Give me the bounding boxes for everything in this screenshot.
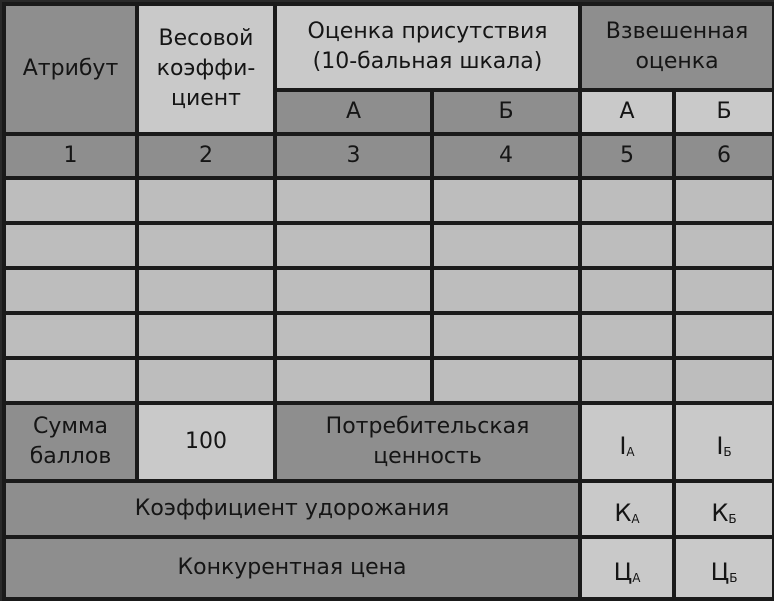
consumer-value-b — [674, 403, 774, 481]
empty-cell — [674, 313, 774, 358]
markup-row — [4, 481, 774, 537]
markup-label: Коэффициент удорожания — [4, 481, 580, 537]
header-weight — [137, 4, 275, 134]
symbol-c-b: Ц — [710, 558, 730, 586]
header-presence-line1: Оценка присутствия — [307, 19, 548, 44]
price-b — [674, 537, 774, 599]
symbol-i-a: I — [619, 432, 627, 460]
price-label: Конкурентная цена — [4, 537, 580, 599]
symbol-i-b-subscript: Б — [723, 445, 732, 459]
empty-cell — [275, 268, 432, 313]
sum-row — [4, 403, 774, 481]
empty-cell — [580, 313, 674, 358]
header-weighted-b: Б — [674, 90, 774, 134]
consumer-value-a — [580, 403, 674, 481]
header-presence-line2: (10-бальная шкала) — [312, 49, 543, 74]
empty-cell — [580, 358, 674, 403]
empty-cell — [432, 358, 580, 403]
empty-cell — [275, 313, 432, 358]
empty-cell — [580, 178, 674, 223]
empty-row — [4, 313, 774, 358]
symbol-i-a-subscript: А — [626, 445, 635, 459]
empty-cell — [137, 178, 275, 223]
column-number-4: 4 — [432, 134, 580, 178]
sum-label-line1: Сумма — [32, 414, 109, 439]
symbol-c-a-subscript: А — [632, 571, 641, 585]
symbol-c-a: Ц — [613, 558, 633, 586]
empty-row — [4, 358, 774, 403]
empty-cell — [580, 268, 674, 313]
empty-cell — [674, 223, 774, 268]
empty-row — [4, 178, 774, 223]
header-weighted — [580, 4, 774, 90]
empty-cell — [137, 223, 275, 268]
header-presence-a: А — [275, 90, 432, 134]
empty-cell — [674, 178, 774, 223]
symbol-k-a: К — [614, 499, 632, 527]
header-presence-b: Б — [432, 90, 580, 134]
symbol-k-a-subscript: А — [631, 512, 640, 526]
empty-row — [4, 223, 774, 268]
empty-cell — [432, 223, 580, 268]
empty-cell — [580, 223, 674, 268]
value-assessment-table — [2, 2, 774, 601]
empty-cell — [674, 268, 774, 313]
empty-cell — [137, 358, 275, 403]
empty-cell — [4, 223, 137, 268]
column-number-row — [4, 134, 774, 178]
column-number-6: 6 — [674, 134, 774, 178]
symbol-k-b-subscript: Б — [728, 512, 737, 526]
column-number-2: 2 — [137, 134, 275, 178]
empty-cell — [674, 358, 774, 403]
price-row — [4, 537, 774, 599]
empty-row — [4, 268, 774, 313]
header-weighted-a: А — [580, 90, 674, 134]
header-presence — [275, 4, 580, 90]
header-weight-line3: циент — [170, 86, 241, 111]
empty-cell — [432, 313, 580, 358]
column-number-5: 5 — [580, 134, 674, 178]
column-number-3: 3 — [275, 134, 432, 178]
consumer-value-line2: ценность — [373, 444, 482, 469]
consumer-value-label — [275, 403, 580, 481]
sum-label-line2: баллов — [29, 444, 112, 469]
document-table-wrapper — [2, 2, 772, 597]
header-attribute — [4, 4, 137, 134]
header-weighted-line2: оценка — [635, 49, 719, 74]
empty-cell — [275, 178, 432, 223]
empty-cell — [4, 178, 137, 223]
empty-cell — [4, 313, 137, 358]
empty-cell — [137, 268, 275, 313]
header-attribute-label: Атрибут — [22, 56, 119, 81]
symbol-c-b-subscript: Б — [729, 571, 738, 585]
markup-b — [674, 481, 774, 537]
empty-cell — [432, 178, 580, 223]
sum-value: 100 — [137, 403, 275, 481]
header-weight-line1: Весовой — [158, 26, 254, 51]
empty-cell — [4, 358, 137, 403]
symbol-k-b: К — [711, 499, 729, 527]
empty-cell — [275, 358, 432, 403]
header-row-1 — [4, 4, 774, 90]
empty-cell — [432, 268, 580, 313]
header-weight-line2: коэффи- — [156, 56, 256, 81]
header-weighted-line1: Взвешенная — [605, 19, 749, 44]
empty-cell — [137, 313, 275, 358]
consumer-value-line1: Потребительская — [325, 414, 530, 439]
sum-label — [4, 403, 137, 481]
markup-a — [580, 481, 674, 537]
empty-cell — [275, 223, 432, 268]
symbol-i-b: I — [716, 432, 724, 460]
price-a — [580, 537, 674, 599]
empty-cell — [4, 268, 137, 313]
column-number-1: 1 — [4, 134, 137, 178]
